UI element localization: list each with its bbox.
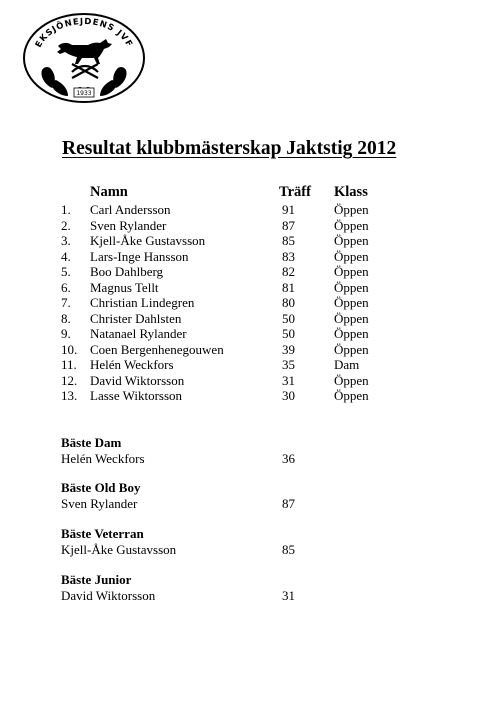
class-value: Öppen	[334, 217, 369, 233]
best-old-boy-score: 87	[282, 496, 295, 511]
rank: 9.	[61, 326, 71, 341]
participant-name: David Wiktorsson	[90, 372, 185, 388]
class-value: Öppen	[334, 279, 369, 295]
table-row	[0, 326, 500, 342]
hits-value: 87	[282, 217, 295, 233]
rank: 11.	[61, 357, 77, 372]
best-veteran-section	[61, 526, 361, 558]
table-row	[0, 233, 500, 249]
best-dam-label: Bäste Dam	[61, 435, 122, 450]
table-row	[0, 264, 500, 280]
class-value: Öppen	[334, 372, 369, 388]
participant-name: Kjell-Åke Gustavsson	[90, 233, 206, 248]
class-value: Öppen	[334, 295, 369, 310]
class-value: Öppen	[334, 341, 369, 357]
best-junior-name: David Wiktorsson	[61, 588, 156, 603]
rank: 13.	[61, 388, 78, 403]
participant-name: Natanael Rylander	[90, 326, 187, 341]
participant-name: Coen Bergenhenegouwen	[90, 341, 224, 357]
hits-value: 39	[282, 341, 295, 357]
participant-name: Sven Rylander	[90, 217, 167, 233]
best-dam-line	[61, 451, 361, 467]
club-logo	[22, 12, 146, 104]
column-header-hits: Träff	[279, 184, 311, 200]
participant-name: Lars-Inge Hansson	[90, 248, 189, 264]
participant-name: Boo Dahlberg	[90, 264, 164, 279]
table-row	[0, 249, 500, 265]
hits-value: 82	[282, 264, 295, 279]
hits-value: 50	[282, 326, 295, 341]
column-header-class: Klass	[334, 184, 368, 200]
table-row	[0, 373, 500, 389]
best-veteran-line	[61, 542, 361, 558]
table-row	[0, 311, 500, 327]
column-header-name: Namn	[90, 184, 128, 200]
table-row	[0, 357, 500, 373]
best-veteran-score: 85	[282, 542, 295, 557]
participant-name: Magnus Tellt	[90, 279, 159, 295]
rank: 1.	[61, 202, 71, 217]
rank: 6.	[61, 279, 71, 295]
hits-value: 83	[282, 248, 295, 264]
participant-name: Christer Dahlsten	[90, 310, 182, 326]
hits-value: 91	[282, 202, 295, 217]
hits-value: 80	[282, 295, 295, 310]
rank: 5.	[61, 264, 71, 279]
rank: 2.	[61, 217, 71, 233]
participant-name: Helén Weckfors	[90, 357, 174, 372]
results-table	[0, 202, 500, 404]
best-old-boy-line	[61, 496, 361, 512]
rank: 4.	[61, 248, 71, 264]
logo-club-text: EKSJÖNEJDENS JVF	[33, 16, 135, 50]
logo-year: 1933	[76, 90, 92, 97]
participant-name: Lasse Wiktorsson	[90, 388, 183, 403]
best-old-boy-name: Sven Rylander	[61, 496, 138, 511]
class-value: Öppen	[334, 310, 369, 326]
page-title: Resultat klubbmästerskap Jaktstig 2012	[62, 138, 397, 159]
best-dam-section	[61, 435, 361, 467]
class-value: Öppen	[334, 248, 369, 264]
rank: 10.	[61, 341, 78, 357]
best-junior-section	[61, 572, 361, 604]
class-value: Öppen	[334, 326, 369, 341]
class-value: Öppen	[334, 202, 369, 217]
table-row	[0, 280, 500, 296]
hits-value: 81	[282, 279, 295, 295]
table-row	[0, 342, 500, 358]
class-value: Dam	[334, 357, 360, 372]
class-value: Öppen	[334, 264, 369, 279]
best-junior-line	[61, 588, 361, 604]
rank: 7.	[61, 295, 71, 310]
rank: 3.	[61, 233, 71, 248]
class-value: Öppen	[334, 388, 369, 403]
best-old-boy-section	[61, 480, 361, 512]
hits-value: 30	[282, 388, 295, 403]
table-row	[0, 202, 500, 218]
table-row	[0, 388, 500, 404]
hits-value: 35	[282, 357, 295, 372]
best-junior-label: Bäste Junior	[61, 572, 132, 587]
table-row	[0, 295, 500, 311]
participant-name: Christian Lindegren	[90, 295, 195, 310]
rank: 8.	[61, 310, 71, 326]
best-old-boy-label: Bäste Old Boy	[61, 480, 141, 495]
table-row	[0, 218, 500, 234]
best-dam-name: Helén Weckfors	[61, 451, 145, 466]
best-junior-score: 31	[282, 588, 295, 603]
hits-value: 31	[282, 372, 295, 388]
hits-value: 85	[282, 233, 295, 248]
class-value: Öppen	[334, 233, 369, 248]
best-veteran-label: Bäste Veterran	[61, 526, 144, 541]
hits-value: 50	[282, 310, 295, 326]
best-dam-score: 36	[282, 451, 295, 466]
rank: 12.	[61, 372, 78, 388]
best-veteran-name: Kjell-Åke Gustavsson	[61, 542, 177, 557]
participant-name: Carl Andersson	[90, 202, 171, 217]
